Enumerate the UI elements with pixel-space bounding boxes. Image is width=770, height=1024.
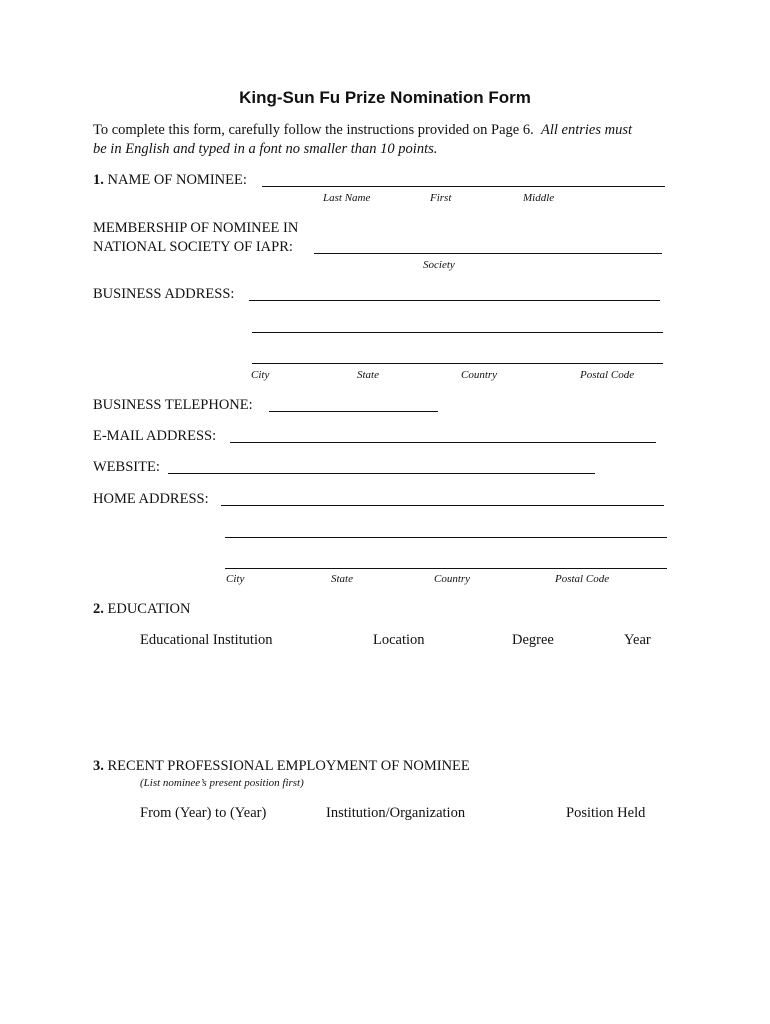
- name-of-nominee-text: NAME OF NOMINEE:: [107, 172, 247, 188]
- education-heading-text: EDUCATION: [107, 601, 191, 617]
- intro-requirement-start: All entries must: [541, 122, 633, 138]
- education-heading: [93, 601, 190, 618]
- membership-label-line-1: MEMBERSHIP OF NOMINEE IN: [93, 220, 299, 236]
- website-field[interactable]: [168, 473, 595, 474]
- intro-instructions: To complete this form, carefully follow the instructions provided on Page 6.: [93, 122, 534, 138]
- business-address-field-3[interactable]: [252, 363, 663, 364]
- membership-label-line-2: NATIONAL SOCIETY OF IAPR:: [93, 239, 293, 255]
- home-country-caption: Country: [434, 573, 471, 585]
- section-2-number: 2.: [93, 601, 104, 617]
- employment-heading-text: RECENT PROFESSIONAL EMPLOYMENT OF NOMINEE: [107, 758, 470, 774]
- home-address-field-3[interactable]: [225, 568, 667, 569]
- society-caption: Society: [423, 259, 455, 271]
- intro-requirement-end: be in English and typed in a font no smaller than 10 points.: [93, 141, 438, 157]
- employment-col-position: Position Held: [566, 805, 646, 821]
- email-label: E-MAIL ADDRESS:: [93, 428, 217, 444]
- business-city-caption: City: [251, 369, 270, 381]
- middle-name-caption: Middle: [523, 192, 555, 204]
- business-postal-caption: Postal Code: [580, 369, 635, 381]
- home-address-field-2[interactable]: [225, 537, 667, 538]
- section-1-number: 1.: [93, 172, 104, 188]
- business-address-field-2[interactable]: [252, 332, 663, 333]
- first-name-caption: First: [430, 192, 452, 204]
- email-field[interactable]: [230, 442, 656, 443]
- home-state-caption: State: [331, 573, 353, 585]
- website-label: WEBSITE:: [93, 459, 160, 475]
- business-telephone-field[interactable]: [269, 411, 438, 412]
- form-title: King-Sun Fu Prize Nomination Form: [239, 88, 531, 107]
- nominee-name-field[interactable]: [262, 186, 665, 187]
- education-col-degree: Degree: [512, 632, 554, 648]
- home-city-caption: City: [226, 573, 245, 585]
- employment-col-institution: Institution/Organization: [326, 805, 466, 821]
- business-address-field-1[interactable]: [249, 300, 660, 301]
- employment-heading: [93, 758, 470, 775]
- business-state-caption: State: [357, 369, 379, 381]
- business-country-caption: Country: [461, 369, 498, 381]
- education-col-location: Location: [373, 632, 425, 648]
- name-of-nominee-label: [93, 172, 247, 189]
- business-address-label: BUSINESS ADDRESS:: [93, 286, 235, 302]
- home-address-field-1[interactable]: [221, 505, 664, 506]
- business-telephone-label: BUSINESS TELEPHONE:: [93, 397, 253, 413]
- education-col-year: Year: [624, 632, 651, 648]
- education-col-institution: Educational Institution: [140, 632, 273, 648]
- employment-col-years: From (Year) to (Year): [140, 805, 267, 821]
- home-postal-caption: Postal Code: [555, 573, 610, 585]
- intro-line-1: [93, 122, 632, 139]
- last-name-caption: Last Name: [323, 192, 371, 204]
- society-field[interactable]: [314, 253, 662, 254]
- section-3-number: 3.: [93, 758, 104, 774]
- employment-note: (List nominee’s present position first): [140, 777, 304, 789]
- home-address-label: HOME ADDRESS:: [93, 491, 209, 507]
